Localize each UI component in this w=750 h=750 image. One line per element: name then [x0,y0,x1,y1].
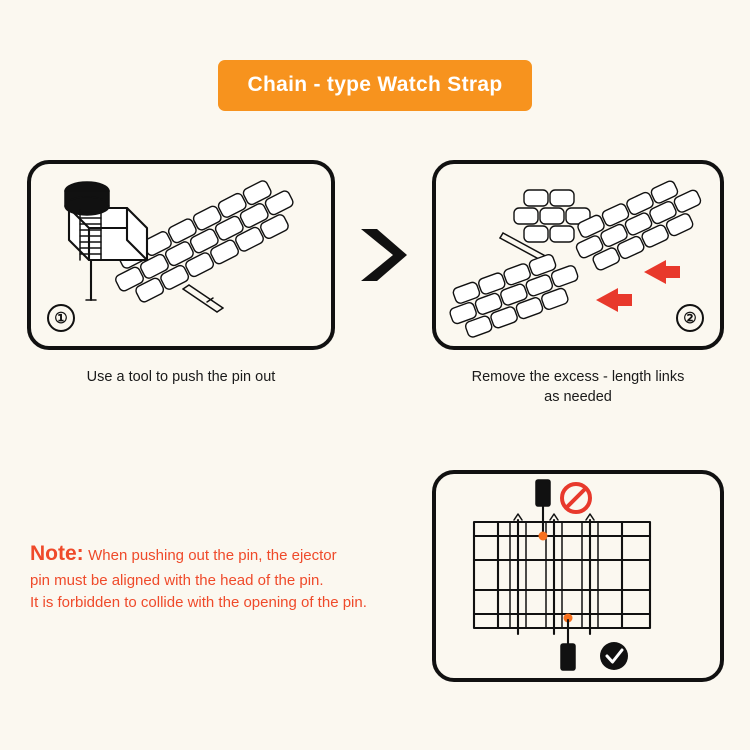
note-label: Note: [30,542,84,565]
incorrect-ejector-pin [536,480,550,541]
step-2-caption [425,368,731,407]
note-illustration-panel [432,470,724,682]
note-line-1: When pushing out the pin, the ejector [88,547,337,564]
step-2-badge: ② [676,304,704,332]
note-line-2: pin must be aligned with the head of the pin. [30,571,324,589]
note-line-3: It is forbidden to collide with the opening of the pin. [30,594,367,611]
note-block [30,538,410,615]
step-1-caption: Use a tool to push the pin out [86,369,276,385]
step-2-caption-line2: as needed [544,388,612,405]
red-arrow-icon [596,260,680,312]
step-1-panel [27,160,335,350]
title-bar [0,60,750,111]
flow-arrow [355,225,411,285]
step-2-caption-line1: Remove the excess - length links [471,369,685,385]
step-1-illustration [31,164,331,346]
correct-ejector-pin [561,614,575,671]
prohibition-sign [562,484,590,512]
step-2-panel [432,160,724,350]
note-illustration [436,474,720,678]
step-1-badge: ① [47,304,75,332]
page-title: Chain - type Watch Strap [218,60,533,111]
check-circle-sign [600,642,628,670]
